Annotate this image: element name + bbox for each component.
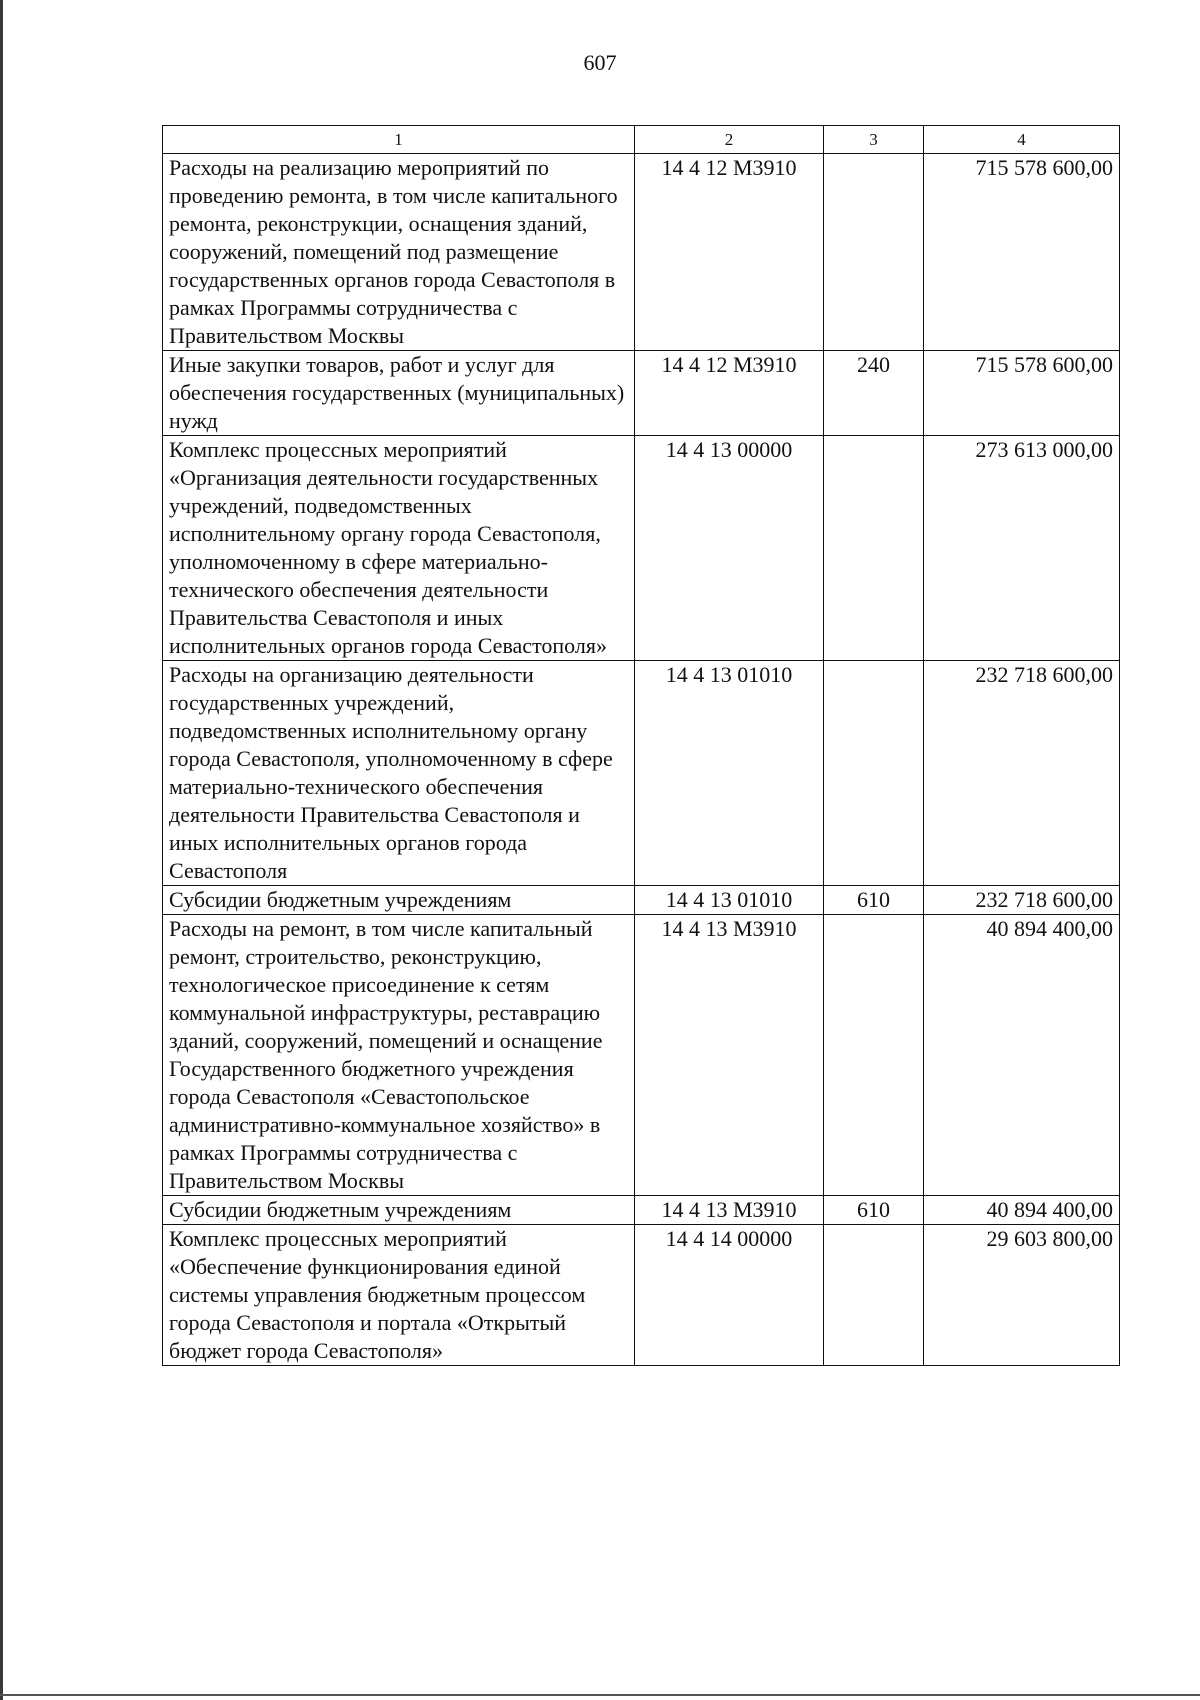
column-header-1: 1 — [163, 126, 635, 154]
table-row — [163, 915, 1120, 1196]
table-row — [163, 661, 1120, 886]
table-row — [163, 886, 1120, 915]
table-header-row — [163, 126, 1120, 154]
column-header-4: 4 — [924, 126, 1120, 154]
row-code: 14 4 13 01010 — [635, 661, 824, 886]
row-code: 14 4 13 М3910 — [635, 915, 824, 1196]
row-name: Субсидии бюджетным учреждениям — [163, 886, 635, 915]
row-amount: 273 613 000,00 — [924, 436, 1120, 661]
row-name: Субсидии бюджетным учреждениям — [163, 1196, 635, 1225]
row-name: Комплекс процессных мероприятий «Организация деятельности государственных учреждений, подведомственных исполнительному органу города Севастополя, уполномоченному в сфере материально-технического обеспечения деятельности Правительства Севастополя и иных исполнительных органов города Севастополя» — [163, 436, 635, 661]
row-name: Расходы на организацию деятельности государственных учреждений, подведомственных исполнительному органу города Севастополя, уполномоченному в сфере материально-технического обеспечения деятельности Правительства Севастополя и иных исполнительных органов города Севастополя — [163, 661, 635, 886]
row-amount: 40 894 400,00 — [924, 1196, 1120, 1225]
row-type: 610 — [824, 886, 924, 915]
row-code: 14 4 12 М3910 — [635, 351, 824, 436]
row-type: 240 — [824, 351, 924, 436]
row-type — [824, 915, 924, 1196]
table-row — [163, 154, 1120, 351]
table-row — [163, 1225, 1120, 1366]
table-row — [163, 1196, 1120, 1225]
row-amount: 715 578 600,00 — [924, 351, 1120, 436]
row-amount: 232 718 600,00 — [924, 886, 1120, 915]
row-type — [824, 1225, 924, 1366]
row-amount: 715 578 600,00 — [924, 154, 1120, 351]
row-code: 14 4 13 00000 — [635, 436, 824, 661]
row-name: Иные закупки товаров, работ и услуг для обеспечения государственных (муниципальных) нужд — [163, 351, 635, 436]
row-name: Комплекс процессных мероприятий «Обеспечение функционирования единой системы управления бюджетным процессом города Севастополя и портала «Открытый бюджет города Севастополя» — [163, 1225, 635, 1366]
page-number: 607 — [583, 50, 617, 75]
column-header-3: 3 — [824, 126, 924, 154]
table-row — [163, 351, 1120, 436]
row-name: Расходы на реализацию мероприятий по проведению ремонта, в том числе капитального ремонта, реконструкции, оснащения зданий, сооружений, помещений под размещение государственных органов города Севастополя в рамках Программы сотрудничества с Правительством Москвы — [163, 154, 635, 351]
row-type — [824, 661, 924, 886]
row-type — [824, 436, 924, 661]
column-header-2: 2 — [635, 126, 824, 154]
scan-edge-bottom — [0, 1694, 1200, 1696]
row-code: 14 4 13 М3910 — [635, 1196, 824, 1225]
row-amount: 232 718 600,00 — [924, 661, 1120, 886]
row-code: 14 4 14 00000 — [635, 1225, 824, 1366]
row-type: 610 — [824, 1196, 924, 1225]
row-type — [824, 154, 924, 351]
row-name: Расходы на ремонт, в том числе капитальный ремонт, строительство, реконструкцию, технологическое присоединение к сетям коммунальной инфраструктуры, реставрацию зданий, сооружений, помещений и оснащение Государственного бюджетного учреждения города Севастополя «Севастопольское административно-коммунальное хозяйство» в рамках Программы сотрудничества с Правительством Москвы — [163, 915, 635, 1196]
row-amount: 40 894 400,00 — [924, 915, 1120, 1196]
row-code: 14 4 13 01010 — [635, 886, 824, 915]
row-code: 14 4 12 М3910 — [635, 154, 824, 351]
scan-edge-left — [0, 0, 3, 1700]
row-amount: 29 603 800,00 — [924, 1225, 1120, 1366]
budget-table — [162, 125, 1120, 1366]
table-row — [163, 436, 1120, 661]
